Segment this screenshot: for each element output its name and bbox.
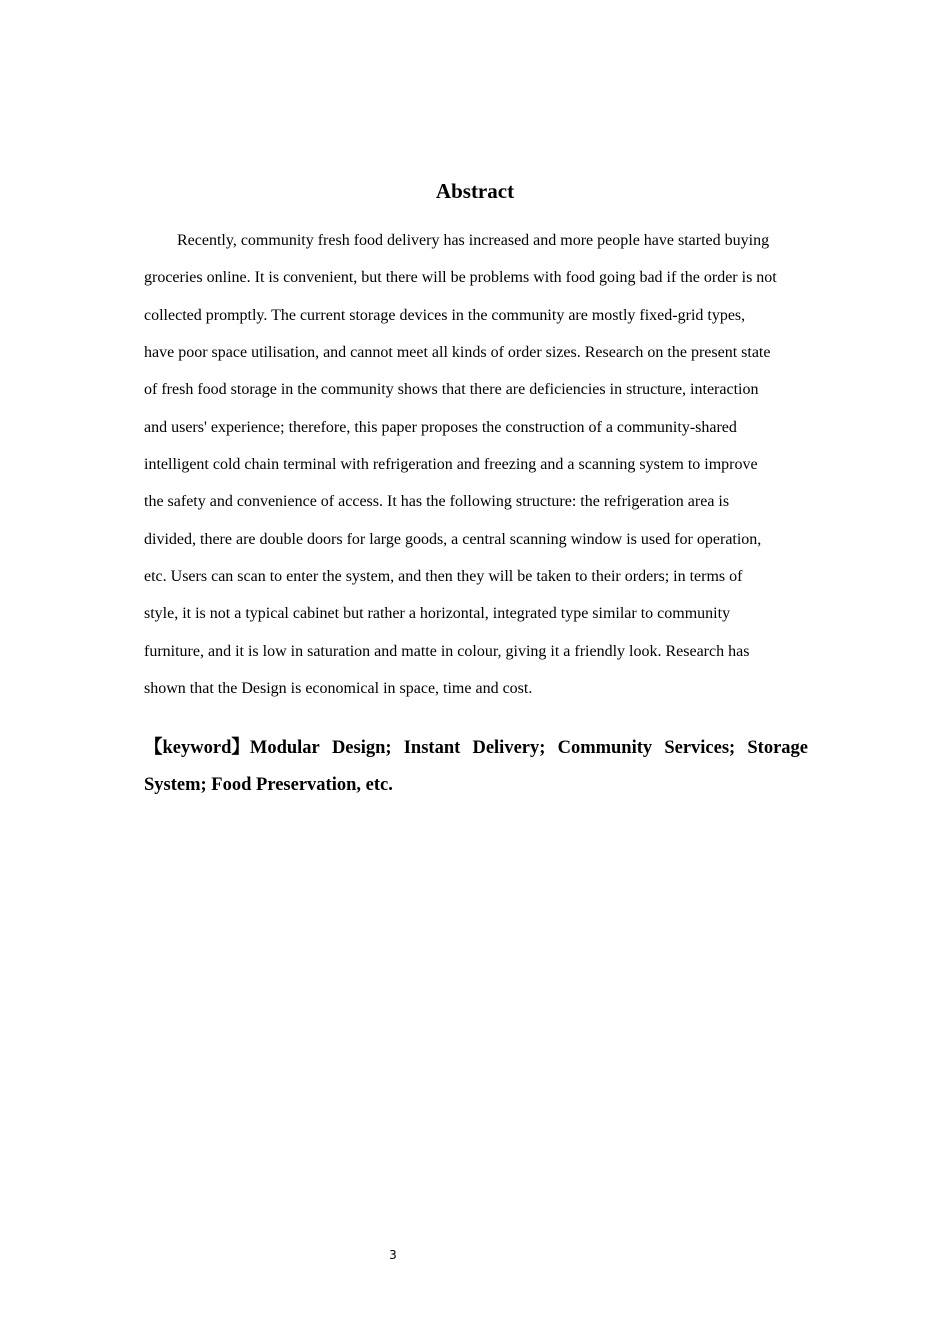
abstract-line: of fresh food storage in the community shows that there are deficiencies in structure, interaction — [144, 381, 759, 399]
abstract-line: intelligent cold chain terminal with refrigeration and freezing and a scanning system to improve — [144, 456, 758, 474]
keyword-word: Storage — [747, 738, 808, 758]
page-number: 3 — [389, 1248, 397, 1262]
keyword-word: Community — [557, 738, 653, 758]
abstract-line: Recently, community fresh food delivery has increased and more people have started buying — [177, 232, 770, 249]
abstract-paragraph — [144, 226, 808, 711]
abstract-line: style, it is not a typical cabinet but rather a horizontal, integrated type similar to community — [144, 605, 731, 623]
keyword-word: Delivery; — [472, 738, 546, 758]
abstract-line: groceries online. It is convenient, but there will be problems with food going bad if the order is not — [144, 269, 777, 287]
abstract-line: have poor space utilisation, and cannot meet all kinds of order sizes. Research on the present state — [144, 344, 771, 362]
keywords-block — [144, 733, 808, 807]
abstract-line: collected promptly. The current storage devices in the community are mostly fixed-grid types, — [144, 306, 746, 324]
abstract-line: shown that the Design is economical in space, time and cost. — [144, 680, 533, 698]
keyword-word: Design; — [331, 738, 392, 758]
keywords-line-1 — [144, 733, 808, 770]
keyword-word: Instant — [403, 738, 461, 758]
keyword-word: Services; — [664, 738, 736, 758]
abstract-line: furniture, and it is low in saturation and matte in colour, giving it a friendly look. Research has — [144, 642, 750, 660]
abstract-line: the safety and convenience of access. It has the following structure: the refrigeration area is — [144, 493, 730, 511]
keywords-line-2: System; Food Preservation, etc. — [144, 775, 393, 795]
abstract-line: etc. Users can scan to enter the system, and then they will be taken to their orders; in terms of — [144, 568, 743, 586]
abstract-line: and users' experience; therefore, this paper proposes the construction of a community-shared — [144, 418, 737, 436]
abstract-heading: Abstract — [435, 179, 515, 203]
keyword-word: 【keyword】Modular — [144, 738, 320, 758]
abstract-line: divided, there are double doors for large goods, a central scanning window is used for operation, — [144, 530, 762, 548]
